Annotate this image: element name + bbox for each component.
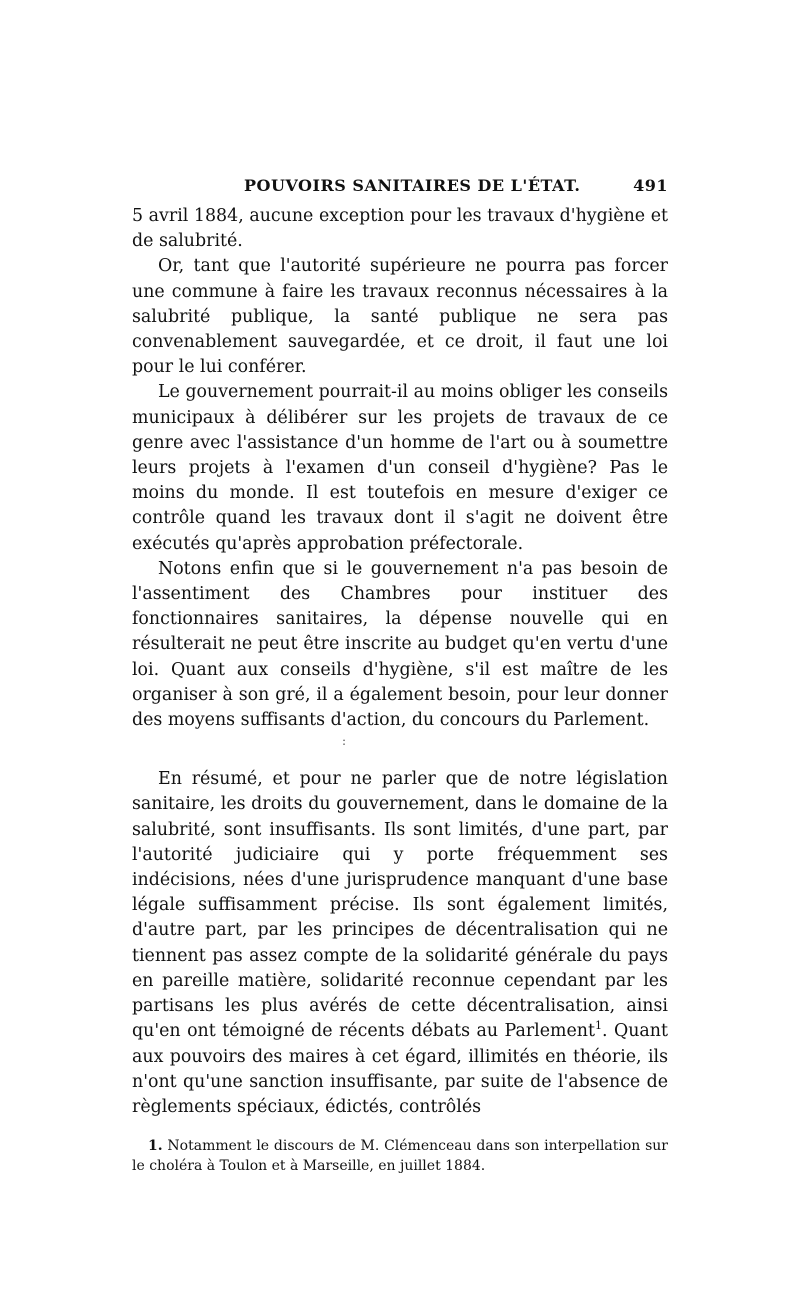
paragraph: Le gouvernement pourrait-il au moins obliger les conseils municipaux à délibérer sur les projets de travaux de ce genre avec l'assistance d'un homme de l'art ou à soumettre leurs projets à l'examen d'un conseil d'hygiène? Pas le moins du monde. Il est toutefois en mesure d'exiger ce contrôle quand les travaux dont il s'agit ne doivent être exécutés qu'après approbation préfectorale. — [132, 382, 668, 554]
summary-text-end: . Quant aux pouvoirs des maires à cet égard, illimités en théorie, ils n'ont qu'une sanction insuffisante, par suite de l'absence de règlements spéciaux, édictés, contrôlés — [132, 1021, 668, 1117]
footnote-number: 1. — [148, 1138, 163, 1155]
section-break — [132, 733, 668, 767]
summary-paragraph — [132, 767, 668, 1120]
summary-text-start: En résumé, et pour ne parler que de notre législation sanitaire, les droits du gouvernement, dans le domaine de la salubrité, sont insuffisants. Ils sont limités, d'une part, par l'autorité judiciaire qui y porte fréquemment ses indécisions, nées d'une jurisprudence manquant d'une base légale suffisamment précise. Ils sont également limités, d'autre part, par les principes de décentralisation qui ne tiennent pas assez compte de la solidarité générale du pays en pareille matière, solidarité reconnue cependant par les partisans les plus avérés de cette décentralisation, ainsi qu'en ont témoigné de récents débats au Parlement — [132, 769, 668, 1042]
book-page — [132, 170, 668, 1176]
page-number: 491 — [633, 176, 668, 195]
footnotes — [132, 1136, 668, 1176]
paragraph: Or, tant que l'autorité supérieure ne pourra pas forcer une commune à faire les travaux reconnus nécessaires à la salubrité publique, la santé publique ne sera pas convenablement sauvegardée, et ce droit, il faut une loi pour le lui conférer. — [132, 256, 668, 378]
section-mark: : — [342, 734, 347, 749]
footnote-text: Notamment le discours de M. Clémenceau dans son interpellation sur le choléra à Toulon et à Marseille, en juillet 1884. — [132, 1138, 668, 1175]
footnote — [132, 1136, 668, 1176]
footnote-reference[interactable]: 1 — [594, 1019, 602, 1033]
paragraph: Notons enfin que si le gouvernement n'a pas besoin de l'assentiment des Chambres pour instituer des fonctionnaires sanitaires, la dépense nouvelle qui en résulterait ne peut être inscrite au budget qu'en vertu d'une loi. Quant aux conseils d'hygiène, s'il est maître de les organiser à son gré, il a également besoin, pour leur donner des moyens suffisants d'action, du concours du Parlement. — [132, 558, 668, 731]
running-header — [132, 170, 668, 204]
main-text — [132, 204, 668, 1120]
running-title: POUVOIRS SANITAIRES DE L'ÉTAT. — [244, 176, 581, 195]
paragraph-continuation: 5 avril 1884, aucune exception pour les travaux d'hygiène et de salubrité. — [132, 206, 668, 252]
